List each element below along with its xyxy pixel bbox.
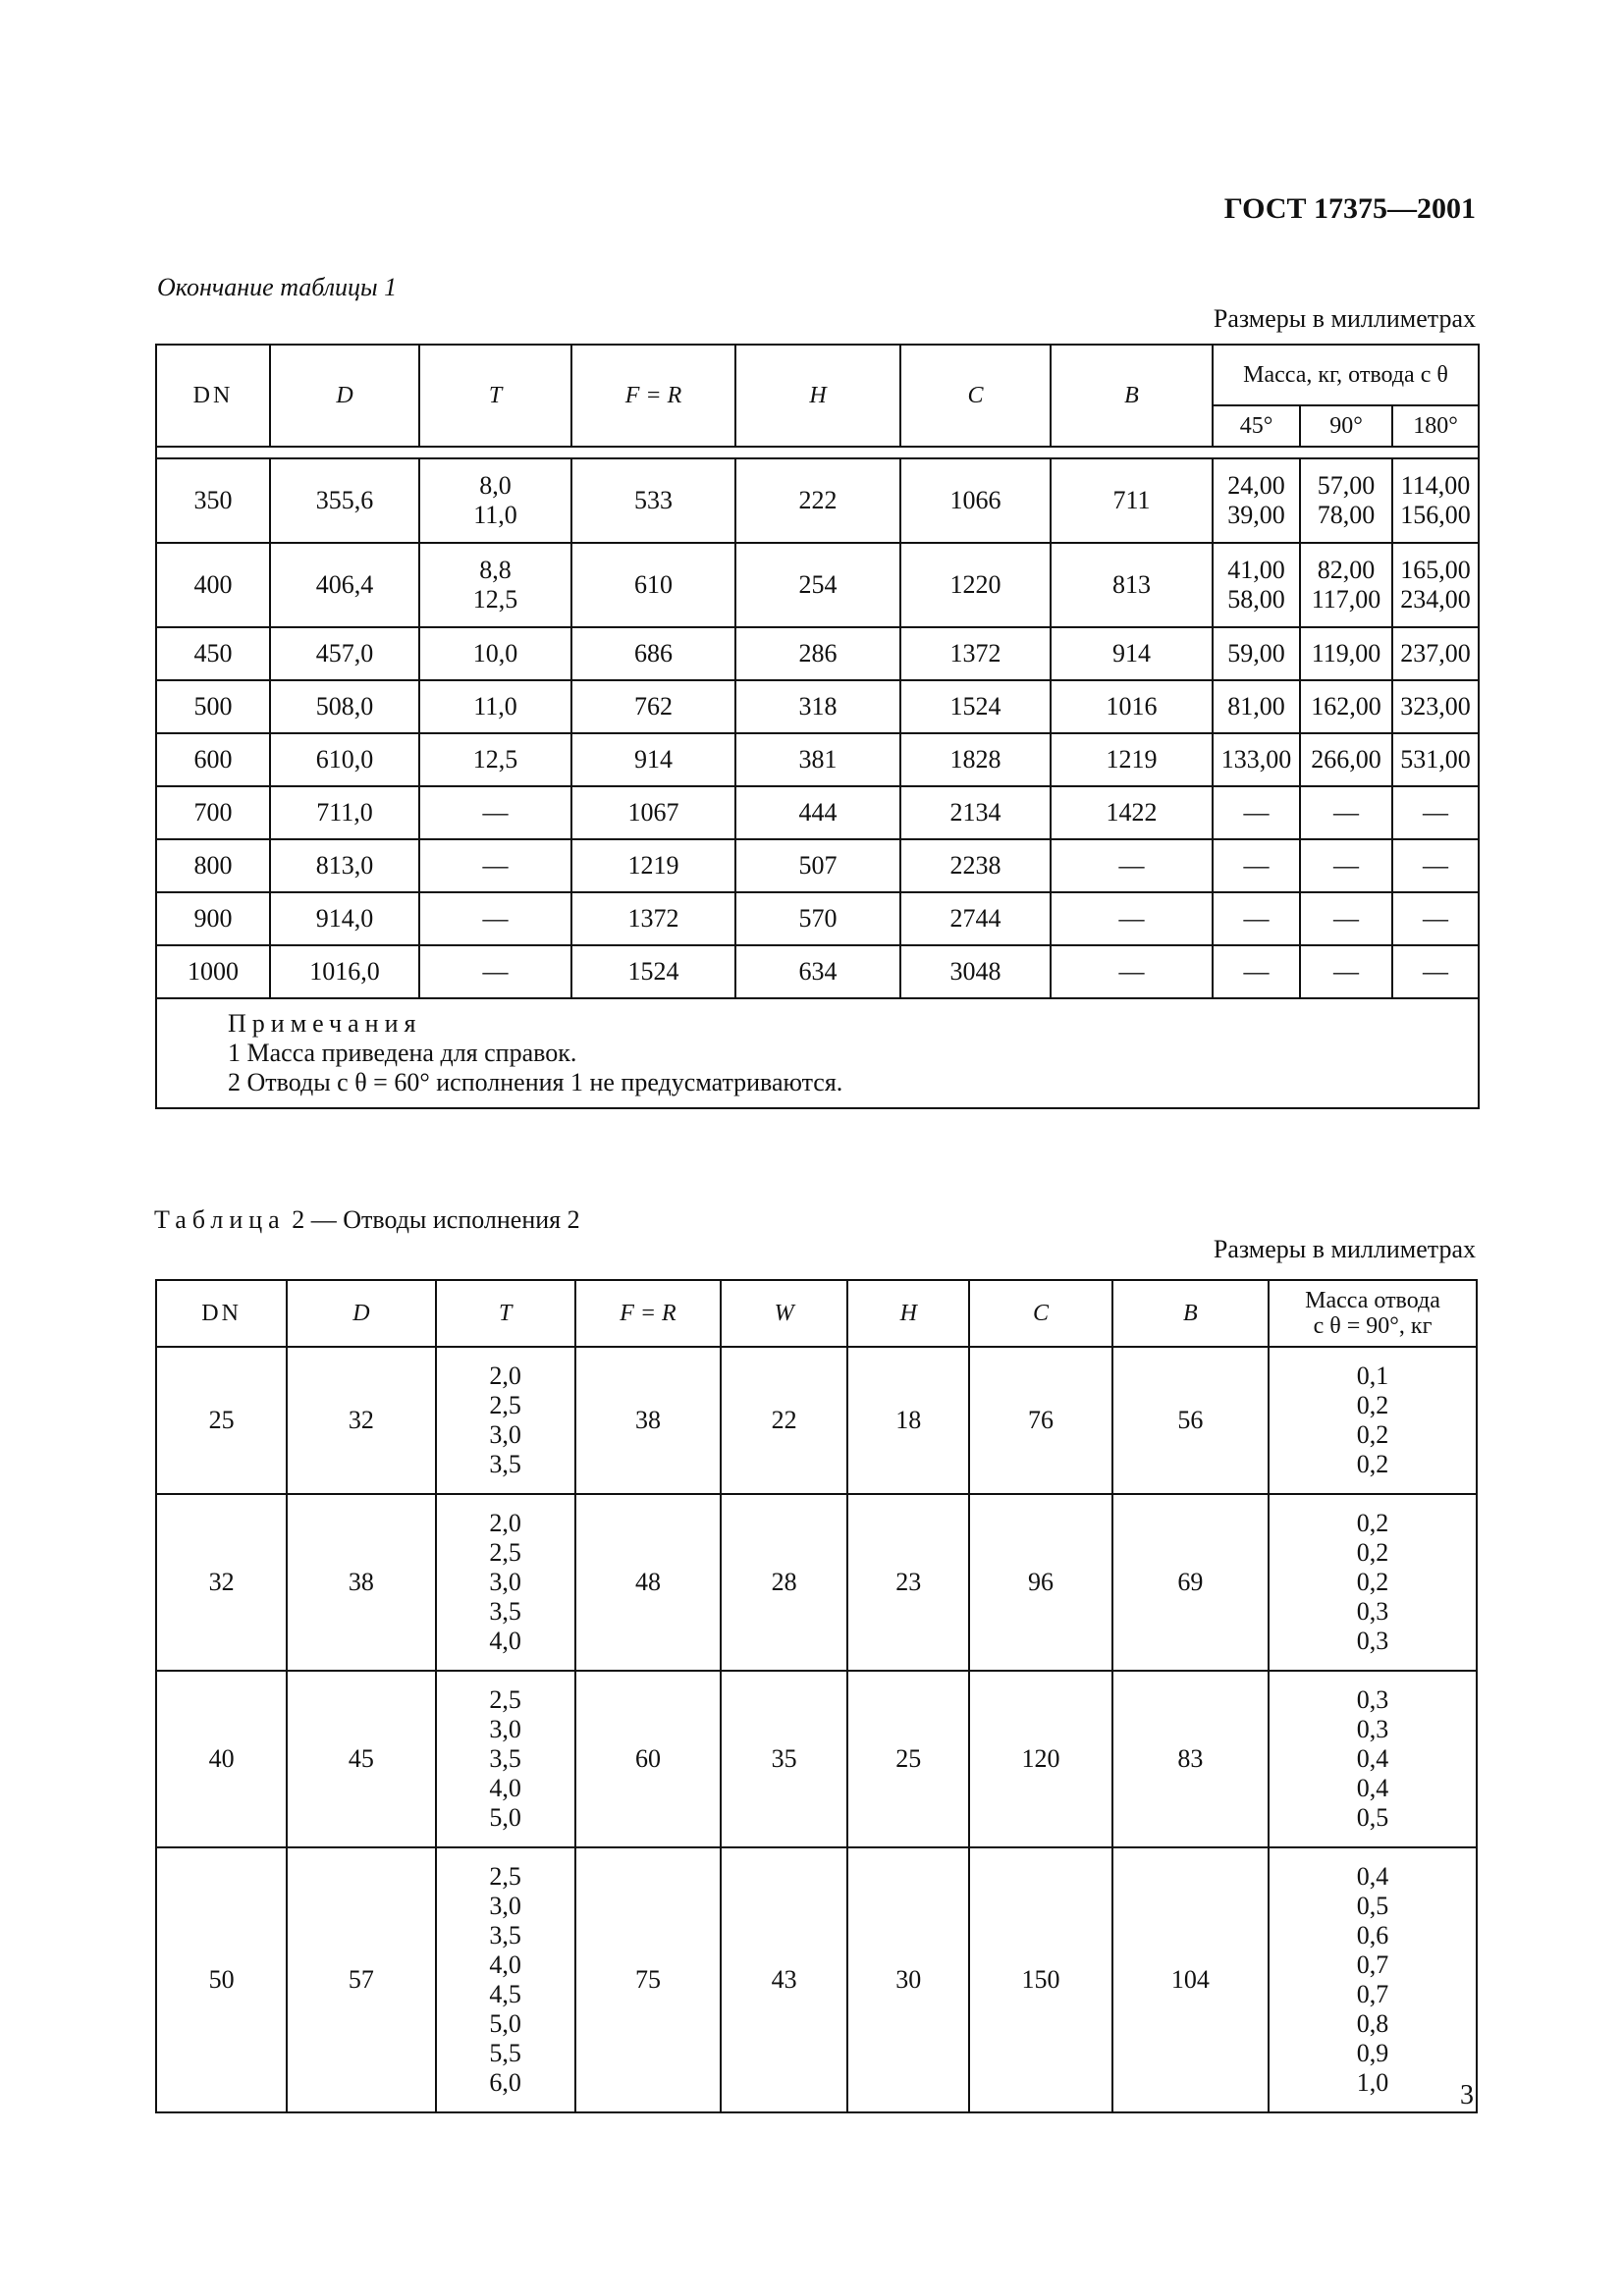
cell-h: 286 <box>735 627 900 680</box>
cell-h: 444 <box>735 786 900 839</box>
table1-row <box>156 627 1479 680</box>
cell-b: 104 <box>1112 1847 1269 2112</box>
cell-mass-line: 0,8 <box>1356 2009 1389 2038</box>
t2-header-t: T <box>436 1280 575 1347</box>
cell-mass-45-line: 133,00 <box>1220 745 1292 774</box>
cell-mass-45 <box>1213 543 1300 627</box>
cell-mass-180 <box>1392 627 1479 680</box>
header-mass-90: 90° <box>1300 405 1392 447</box>
cell-fr: 1067 <box>571 786 735 839</box>
cell-mass-180-line: 156,00 <box>1400 501 1471 529</box>
header-h: H <box>735 345 900 447</box>
cell-t-line: 2,5 <box>489 1391 521 1419</box>
cell-c: 150 <box>969 1847 1111 2112</box>
cell-t <box>419 733 571 786</box>
cell-mass-line: 0,9 <box>1356 2039 1389 2067</box>
table2 <box>155 1279 1478 2113</box>
header-c: C <box>900 345 1051 447</box>
table1 <box>155 344 1480 1109</box>
cell-fr: 75 <box>575 1847 721 2112</box>
cell-t <box>436 1847 575 2112</box>
cell-mass-line: 0,6 <box>1356 1921 1389 1949</box>
cell-mass-90 <box>1300 786 1392 839</box>
cell-mass-45 <box>1213 945 1300 998</box>
table2-row <box>156 1494 1477 1671</box>
cell-h: 18 <box>847 1347 969 1494</box>
cell-h: 570 <box>735 892 900 945</box>
cell-t-line: 4,0 <box>489 1627 521 1655</box>
cell-t-line: 5,5 <box>489 2039 521 2067</box>
table2-caption-text: 2 — Отводы исполнения 2 <box>292 1205 580 1234</box>
cell-dn: 600 <box>156 733 270 786</box>
cell-t-line: 3,5 <box>489 1597 521 1626</box>
cell-b: 1422 <box>1051 786 1213 839</box>
cell-mass-45-line: 41,00 <box>1227 556 1285 584</box>
cell-w: 43 <box>721 1847 847 2112</box>
header-fr: F = R <box>571 345 735 447</box>
cell-d: 38 <box>287 1494 435 1671</box>
cell-fr: 60 <box>575 1671 721 1847</box>
cell-t-line: 12,5 <box>472 585 518 614</box>
cell-mass-180 <box>1392 680 1479 733</box>
cell-t <box>419 680 571 733</box>
cell-t-line: 11,0 <box>473 692 517 721</box>
cell-b: — <box>1051 839 1213 892</box>
page-number: 3 <box>1460 2080 1474 2110</box>
cell-mass-line: 0,7 <box>1356 1950 1389 1979</box>
cell-mass-180 <box>1392 786 1479 839</box>
table1-row <box>156 543 1479 627</box>
table1-row <box>156 839 1479 892</box>
cell-mass-180-line: — <box>1423 851 1448 880</box>
cell-c: 120 <box>969 1671 1111 1847</box>
t2-header-fr: F = R <box>575 1280 721 1347</box>
cell-t-line: 10,0 <box>472 639 518 667</box>
cell-mass-90-line: 119,00 <box>1311 639 1381 667</box>
cell-mass-180-line: 323,00 <box>1400 692 1471 721</box>
t2-header-mass <box>1269 1280 1477 1347</box>
cell-dn: 700 <box>156 786 270 839</box>
cell-mass-line: 1,0 <box>1356 2068 1389 2097</box>
cell-dn: 800 <box>156 839 270 892</box>
cell-fr: 914 <box>571 733 735 786</box>
cell-mass-90 <box>1300 458 1392 543</box>
cell-h: 25 <box>847 1671 969 1847</box>
document-code: ГОСТ 17375—2001 <box>1223 192 1476 225</box>
t2-header-c: C <box>969 1280 1111 1347</box>
cell-d: 711,0 <box>270 786 419 839</box>
cell-t <box>419 945 571 998</box>
cell-mass-180-line: 114,00 <box>1400 471 1471 500</box>
cell-t <box>436 1347 575 1494</box>
cell-h: 23 <box>847 1494 969 1671</box>
cell-fr: 610 <box>571 543 735 627</box>
cell-mass-line: 0,4 <box>1356 1862 1389 1891</box>
cell-t-line: 3,0 <box>489 1568 521 1596</box>
table2-row <box>156 1347 1477 1494</box>
cell-mass-45-line: — <box>1243 851 1270 880</box>
cell-d: 32 <box>287 1347 435 1494</box>
cell-c: 3048 <box>900 945 1051 998</box>
cell-b: 711 <box>1051 458 1213 543</box>
cell-t-line: 3,5 <box>489 1921 521 1949</box>
note-2: 2 Отводы с θ = 60° исполнения 1 не предусматриваются. <box>228 1068 843 1096</box>
cell-mass-45 <box>1213 627 1300 680</box>
cell-mass-line: 0,1 <box>1356 1362 1389 1390</box>
cell-mass-45-line: 39,00 <box>1227 501 1285 529</box>
cell-dn: 1000 <box>156 945 270 998</box>
cell-w: 28 <box>721 1494 847 1671</box>
cell-c: 1372 <box>900 627 1051 680</box>
table2-row <box>156 1671 1477 1847</box>
cell-mass-line: 0,5 <box>1356 1892 1389 1920</box>
cell-mass-45-line: 59,00 <box>1227 639 1285 667</box>
cell-mass-line: 0,3 <box>1356 1627 1389 1655</box>
cell-t-line: — <box>482 798 509 827</box>
table2-caption <box>154 1205 580 1235</box>
cell-fr: 1219 <box>571 839 735 892</box>
table1-units: Размеры в миллиметрах <box>1213 304 1476 333</box>
cell-h: 634 <box>735 945 900 998</box>
cell-t-line: 3,0 <box>489 1420 521 1449</box>
cell-d: 457,0 <box>270 627 419 680</box>
cell-mass-180 <box>1392 945 1479 998</box>
cell-dn: 900 <box>156 892 270 945</box>
cell-mass-180-line: — <box>1423 798 1448 827</box>
cell-t-line: 4,0 <box>489 1774 521 1802</box>
cell-d: 406,4 <box>270 543 419 627</box>
cell-mass-45 <box>1213 680 1300 733</box>
cell-mass-90 <box>1300 945 1392 998</box>
cell-mass-90-line: — <box>1333 798 1359 827</box>
cell-c: 2744 <box>900 892 1051 945</box>
cell-mass-90 <box>1300 543 1392 627</box>
cell-d: 813,0 <box>270 839 419 892</box>
cell-mass-90 <box>1300 892 1392 945</box>
table2-body <box>156 1347 1477 2112</box>
cell-c: 2238 <box>900 839 1051 892</box>
header-t: T <box>419 345 571 447</box>
cell-h: 222 <box>735 458 900 543</box>
cell-fr: 48 <box>575 1494 721 1671</box>
cell-mass-90 <box>1300 627 1392 680</box>
cell-mass-line: 0,2 <box>1356 1420 1389 1449</box>
cell-c: 1828 <box>900 733 1051 786</box>
cell-mass-line: 0,2 <box>1356 1509 1389 1537</box>
cell-t-line: 3,5 <box>489 1450 521 1478</box>
cell-mass-45 <box>1213 786 1300 839</box>
cell-d: 57 <box>287 1847 435 2112</box>
cell-dn: 450 <box>156 627 270 680</box>
cell-fr: 1372 <box>571 892 735 945</box>
cell-mass <box>1269 1494 1477 1671</box>
cell-t-line: 2,5 <box>489 1538 521 1567</box>
t2-header-w: W <box>721 1280 847 1347</box>
cell-w: 22 <box>721 1347 847 1494</box>
cell-dn: 25 <box>156 1347 287 1494</box>
cell-h: 254 <box>735 543 900 627</box>
cell-t <box>419 458 571 543</box>
cell-mass-line: 0,4 <box>1356 1774 1389 1802</box>
cell-mass-45 <box>1213 458 1300 543</box>
cell-b: 1016 <box>1051 680 1213 733</box>
cell-mass-45 <box>1213 733 1300 786</box>
cell-mass-line: 0,4 <box>1356 1744 1389 1773</box>
cell-mass-45-line: — <box>1243 798 1270 827</box>
cell-t-line: 12,5 <box>472 745 518 774</box>
cell-c: 1220 <box>900 543 1051 627</box>
cell-mass-180 <box>1392 892 1479 945</box>
cell-mass-90-line: 117,00 <box>1311 585 1381 614</box>
cell-b: 914 <box>1051 627 1213 680</box>
cell-t-line: 5,0 <box>489 2009 521 2038</box>
cell-b: 813 <box>1051 543 1213 627</box>
table1-row <box>156 786 1479 839</box>
cell-mass-line: 0,2 <box>1356 1538 1389 1567</box>
notes-title: Примечания <box>228 1009 422 1038</box>
cell-mass-180 <box>1392 839 1479 892</box>
cell-mass-90-line: 82,00 <box>1317 556 1376 584</box>
cell-b: 69 <box>1112 1494 1269 1671</box>
cell-d: 610,0 <box>270 733 419 786</box>
table2-caption-label: Таблица <box>154 1205 286 1234</box>
cell-w: 35 <box>721 1671 847 1847</box>
cell-t <box>419 627 571 680</box>
header-mass: Масса, кг, отвода с θ <box>1213 345 1479 405</box>
cell-mass-line: 0,7 <box>1356 1980 1389 2008</box>
cell-mass-45-line: — <box>1243 904 1270 933</box>
cell-dn: 50 <box>156 1847 287 2112</box>
cell-t <box>419 892 571 945</box>
t2-header-d: D <box>287 1280 435 1347</box>
cell-t-line: 4,5 <box>489 1980 521 2008</box>
cell-mass-45-line: 58,00 <box>1227 585 1285 614</box>
cell-t <box>419 543 571 627</box>
cell-t-line: 6,0 <box>489 2068 521 2097</box>
cell-mass-45 <box>1213 892 1300 945</box>
header-d: D <box>270 345 419 447</box>
cell-mass <box>1269 1847 1477 2112</box>
cell-t-line: 3,0 <box>489 1715 521 1743</box>
table1-row <box>156 945 1479 998</box>
t2-header-mass-line2: с θ = 90°, кг <box>1313 1313 1433 1339</box>
table2-units: Размеры в миллиметрах <box>1213 1235 1476 1263</box>
cell-mass-45-line: 24,00 <box>1227 471 1285 500</box>
cell-d: 355,6 <box>270 458 419 543</box>
cell-h: 30 <box>847 1847 969 2112</box>
cell-t-line: 8,0 <box>479 471 512 500</box>
cell-mass-180 <box>1392 458 1479 543</box>
cell-b: — <box>1051 892 1213 945</box>
cell-mass-line: 0,2 <box>1356 1391 1389 1419</box>
header-mass-45: 45° <box>1213 405 1300 447</box>
cell-fr: 38 <box>575 1347 721 1494</box>
cell-mass-line: 0,2 <box>1356 1568 1389 1596</box>
cell-mass <box>1269 1347 1477 1494</box>
cell-d: 45 <box>287 1671 435 1847</box>
cell-b: 1219 <box>1051 733 1213 786</box>
cell-mass-45-line: — <box>1243 957 1270 986</box>
cell-t-line: 3,0 <box>489 1892 521 1920</box>
table1-row <box>156 458 1479 543</box>
header-dn: DN <box>156 345 270 447</box>
cell-b: — <box>1051 945 1213 998</box>
t2-header-mass-line1: Масса отвода <box>1305 1288 1440 1313</box>
cell-d: 914,0 <box>270 892 419 945</box>
cell-t-line: 8,8 <box>479 556 512 584</box>
cell-d: 1016,0 <box>270 945 419 998</box>
cell-t <box>436 1494 575 1671</box>
cell-mass-180-line: — <box>1423 957 1448 986</box>
cell-mass-180-line: — <box>1423 904 1448 933</box>
cell-t-line: 5,0 <box>489 1803 521 1832</box>
cell-mass-line: 0,2 <box>1356 1450 1389 1478</box>
t2-header-h: H <box>847 1280 969 1347</box>
cell-fr: 1524 <box>571 945 735 998</box>
header-mass-180: 180° <box>1392 405 1479 447</box>
t2-header-dn: DN <box>156 1280 287 1347</box>
cell-mass-45 <box>1213 839 1300 892</box>
cell-c: 76 <box>969 1347 1111 1494</box>
cell-mass-90 <box>1300 839 1392 892</box>
cell-dn: 400 <box>156 543 270 627</box>
cell-t <box>436 1671 575 1847</box>
cell-mass-line: 0,3 <box>1356 1715 1389 1743</box>
cell-mass <box>1269 1671 1477 1847</box>
cell-c: 96 <box>969 1494 1111 1671</box>
cell-mass-180-line: 531,00 <box>1400 745 1471 774</box>
cell-mass-90-line: 266,00 <box>1311 745 1381 774</box>
table1-row <box>156 680 1479 733</box>
cell-t <box>419 839 571 892</box>
cell-mass-line: 0,3 <box>1356 1685 1389 1714</box>
cell-mass-180 <box>1392 543 1479 627</box>
cell-mass-90-line: 57,00 <box>1317 471 1376 500</box>
cell-mass-180-line: 237,00 <box>1400 639 1471 667</box>
cell-mass-90-line: — <box>1333 851 1359 880</box>
cell-mass-180-line: 234,00 <box>1400 585 1471 614</box>
cell-t-line: — <box>482 851 509 880</box>
cell-h: 318 <box>735 680 900 733</box>
cell-t-line: 2,0 <box>489 1509 521 1537</box>
cell-mass-45-line: 81,00 <box>1227 692 1285 721</box>
cell-mass-180-line: 165,00 <box>1400 556 1471 584</box>
cell-t-line: 2,0 <box>489 1362 521 1390</box>
cell-t <box>419 786 571 839</box>
cell-fr: 533 <box>571 458 735 543</box>
cell-t-line: 2,5 <box>489 1685 521 1714</box>
cell-fr: 762 <box>571 680 735 733</box>
cell-h: 381 <box>735 733 900 786</box>
t2-header-b: B <box>1112 1280 1269 1347</box>
table1-row <box>156 733 1479 786</box>
cell-t-line: — <box>482 957 509 986</box>
cell-t-line: 3,5 <box>489 1744 521 1773</box>
cell-mass-90 <box>1300 680 1392 733</box>
cell-mass-90-line: — <box>1333 904 1359 933</box>
cell-d: 508,0 <box>270 680 419 733</box>
cell-t-line: — <box>482 904 509 933</box>
cell-fr: 686 <box>571 627 735 680</box>
cell-b: 83 <box>1112 1671 1269 1847</box>
table1-notes <box>156 998 1479 1108</box>
cell-b: 56 <box>1112 1347 1269 1494</box>
table1-caption: Окончание таблицы 1 <box>157 273 398 301</box>
cell-mass-90-line: 162,00 <box>1311 692 1381 721</box>
cell-c: 1524 <box>900 680 1051 733</box>
cell-t-line: 4,0 <box>489 1950 521 1979</box>
cell-mass-line: 0,3 <box>1356 1597 1389 1626</box>
cell-t-line: 11,0 <box>473 501 517 529</box>
table2-row <box>156 1847 1477 2112</box>
table1-row <box>156 892 1479 945</box>
table1-body <box>156 458 1479 998</box>
cell-dn: 32 <box>156 1494 287 1671</box>
cell-mass-90 <box>1300 733 1392 786</box>
note-1: 1 Масса приведена для справок. <box>228 1039 577 1067</box>
cell-mass-180 <box>1392 733 1479 786</box>
cell-c: 2134 <box>900 786 1051 839</box>
cell-dn: 350 <box>156 458 270 543</box>
cell-c: 1066 <box>900 458 1051 543</box>
cell-mass-line: 0,5 <box>1356 1803 1389 1832</box>
cell-h: 507 <box>735 839 900 892</box>
header-b: B <box>1051 345 1213 447</box>
cell-dn: 40 <box>156 1671 287 1847</box>
cell-mass-90-line: — <box>1333 957 1359 986</box>
cell-dn: 500 <box>156 680 270 733</box>
cell-mass-90-line: 78,00 <box>1317 501 1376 529</box>
cell-t-line: 2,5 <box>489 1862 521 1891</box>
